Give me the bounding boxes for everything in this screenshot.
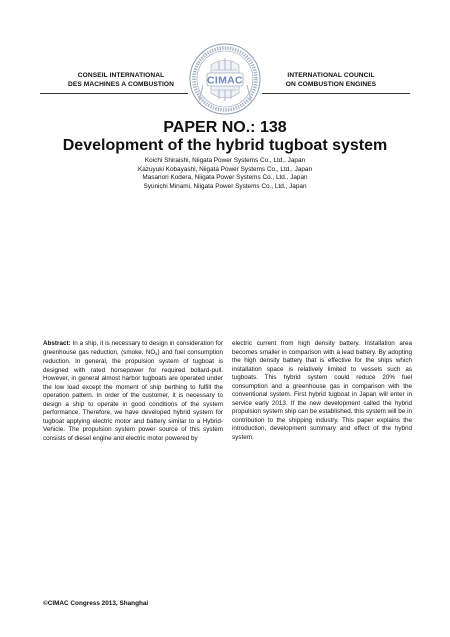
- header-rule-left: [40, 93, 188, 94]
- paper-number: PAPER NO.: 138: [163, 119, 287, 136]
- abstract-text-lead: In a ship, it is necessary to design in consideration for greenhouse gas reduction, (smoke, NO: [43, 340, 223, 356]
- author-line: Koichi Shiraishi, Niigata Power Systems Co., Ltd., Japan: [144, 157, 306, 164]
- abstract-column-left: [43, 340, 223, 444]
- abstract-text-left: ) and fuel consumption reduction. In general, the propulsion system of tugboat is designed with rated horsepower for required bollard-pull. However, in general almost harbor tugboats are operated under the low load except the moment of ship berthing to fulfill the operation pattern. In order of the customer, it is necessary to design a ship to operate in good conditions of the system performance. Therefore, we have developed hybrid system for tugboat applying electric motor and battery similar to a Hybrid-Vehicle. The propulsion system power source of this system consists of diesel engine and electric motor powered by: [43, 348, 223, 443]
- org-name-french: [46, 71, 196, 89]
- org-name-english-line-2: ON COMBUSTION ENGINES: [285, 81, 377, 88]
- author-line: Kazuyuki Kobayashi, Niigata Power Systems Co., Ltd., Japan: [137, 165, 313, 173]
- org-name-english-line-1: INTERNATIONAL COUNCIL: [287, 72, 375, 79]
- nox-subscript: x: [155, 350, 158, 356]
- abstract-column-right: electric current from high density battery. Installation area becomes smaller in comparison with a lead battery. By adopting the high density battery that is effective for the ships which installation space is relatively limited to vessels such as tugboats. This hybrid system could reduce 20% fuel consumption and a greenhouse gas in comparison with the conventional system. First hybrid tugboat in Japan will enter in service early 2013. If the new development called the hybrid propulsion system ship can be established, this system will be in contribution to the shipping industry. This paper explains the introduction, development summary and effect of the hybrid system.: [232, 340, 412, 442]
- author-list: [0, 157, 450, 192]
- author-line: Masanori Kodera, Niigata Power Systems Co., Ltd., Japan: [142, 174, 308, 182]
- copyright-footer: ©CIMAC Congress 2013, Shanghai: [43, 600, 149, 607]
- org-name-french-line-2: DES MACHINES A COMBUSTION: [67, 81, 175, 88]
- author-line: Syunichi Minami, Niigata Power Systems Co., Ltd., Japan: [143, 183, 307, 191]
- org-name-french-line-1: CONSEIL INTERNATIONAL: [77, 72, 165, 79]
- abstract-label: Abstract:: [43, 340, 71, 347]
- cimac-logo: [189, 43, 261, 115]
- header-rule-right: [262, 93, 410, 94]
- cimac-logo-text: CIMAC: [207, 74, 243, 87]
- org-name-english: [256, 71, 406, 89]
- paper-title: Development of the hybrid tugboat system: [62, 137, 388, 154]
